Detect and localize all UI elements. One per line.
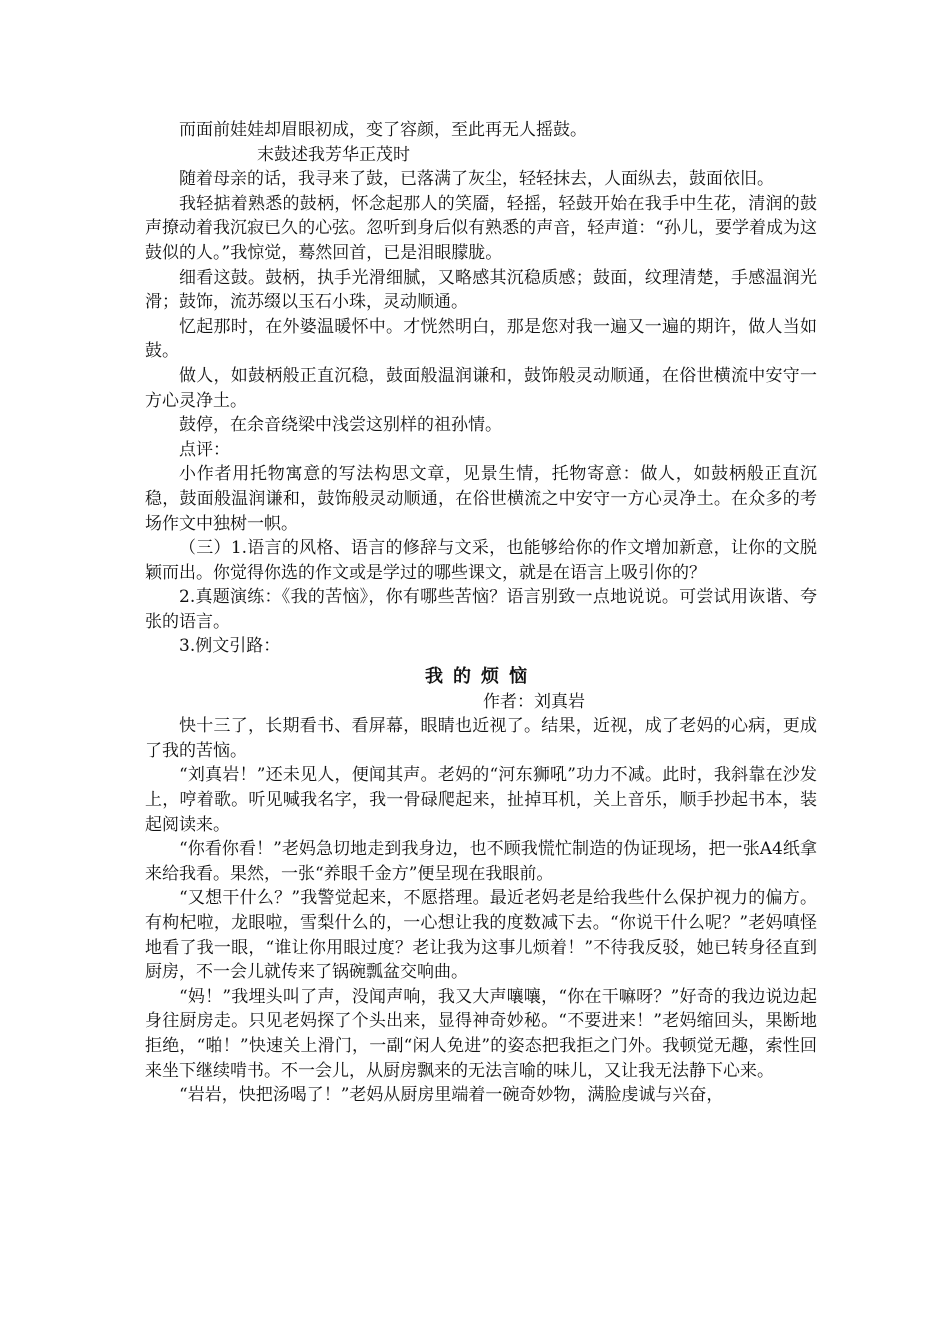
comment-label: 点评： [179, 439, 230, 460]
paragraph: 做人，如鼓柄般正直沉稳，鼓面般温润谦和，鼓饰般灵动顺通，在俗世横流中安守一方心灵净土。 [145, 365, 817, 411]
paragraph: 鼓停，在余音绕梁中浅尝这别样的祖孙情。 [179, 415, 502, 436]
essay-paragraph: “刘真岩！”还未见人，便闻其声。老妈的“河东狮吼”功力不减。此时，我斜靠在沙发上，哼着歌。听见喊我名字，我一骨碌爬起来，扯掉耳机，关上音乐，顺手抄起书本，装起阅读来。 [145, 765, 817, 835]
essay-paragraph: “你看你看！”老妈急切地走到我身边，也不顾我慌忙制造的伪证现场，把一张A4纸拿来给我看。果然，一张“养眼千金方”便呈现在我眼前。 [145, 839, 817, 884]
exercise-item: （三）1.语言的风格、语言的修辞与文采，也能够给你的作文增加新意，让你的文脱颖而出。你觉得你选的作文或是学过的哪些课文，就是在语言上吸引你的？ [145, 538, 817, 583]
paragraph: 细看这鼓。鼓柄，执手光滑细腻，又略感其沉稳质感；鼓面，纹理清楚，手感温润光滑；鼓饰，流苏缀以玉石小珠，灵动顺通。 [145, 267, 817, 313]
essay-title: 我的烦恼 [425, 666, 537, 688]
essay-paragraph: “又想干什么？”我警觉起来，不愿搭理。最近老妈老是给我些什么保护视力的偏方。有枸杞啦，龙眼啦，雪梨什么的，一心想让我的度数减下去。“你说干什么呢？”老妈嗔怪地看了我一眼，“谁让你用眼过度？老让我为这事儿烦着！”不待我反驳，她已转身径直到厨房，不一会儿就传来了锅碗瓢盆交响曲。 [145, 888, 817, 983]
comment-text: 小作者用托物寓意的写法构思文章，见景生情，托物寄意：做人，如鼓柄般正直沉稳，鼓面般温润谦和，鼓饰般灵动顺通，在俗世横流之中安守一方心灵净土。在众多的考场作文中独树一帜。 [145, 464, 817, 534]
exercise-item: 2.真题演练：《我的苦恼》，你有哪些苦恼？语言别致一点地说说。可尝试用诙谐、夸张的语言。 [145, 587, 817, 632]
essay-paragraph: “岩岩，快把汤喝了！”老妈从厨房里端着一碗奇妙物，满脸虔诚与兴奋， [179, 1085, 724, 1106]
document-page [145, 118, 817, 1108]
paragraph: 忆起那时，在外婆温暖怀中。才恍然明白，那是您对我一遍又一遍的期许，做人当如鼓。 [145, 316, 817, 362]
essay-paragraph: “妈！”我埋头叫了声，没闻声响，我又大声嚷嚷，“你在干嘛呀？”好奇的我边说边起身往厨房走。只见老妈探了个头出来，显得神奇妙秘。“不要进来！”老妈缩回头，果断地拒绝，“啪！”快速关上滑门，一副“闲人免进”的姿态把我拒之门外。我顿觉无趣，索性回来坐下继续啃书。不一会儿，从厨房飘来的无法言喻的味儿，又让我无法静下心来。 [145, 986, 817, 1081]
paragraph: 而面前娃娃却眉眼初成，变了容颜，至此再无人摇鼓。 [179, 120, 587, 140]
essay-author: 作者：刘真岩 [483, 691, 585, 712]
paragraph: 随着母亲的话，我寻来了鼓，已落满了灰尘，轻轻抹去，人面纵去，鼓面依旧。 [179, 169, 774, 190]
subheading: 末鼓述我芳华正茂时 [257, 144, 410, 165]
exercise-item: 3.例文引路： [179, 636, 281, 657]
essay-paragraph: 快十三了，长期看书、看屏幕，眼睛也近视了。结果，近视，成了老妈的心病，更成了我的苦恼。 [145, 716, 817, 761]
paragraph: 我轻掂着熟悉的鼓柄，怀念起那人的笑靥，轻摇，轻鼓开始在我手中生花，清润的鼓声撩动着我沉寂已久的心弦。忽听到身后似有熟悉的声音，轻声道：“孙儿，要学着成为这鼓似的人。”我惊觉，蓦然回首，已是泪眼朦胧。 [145, 193, 817, 263]
